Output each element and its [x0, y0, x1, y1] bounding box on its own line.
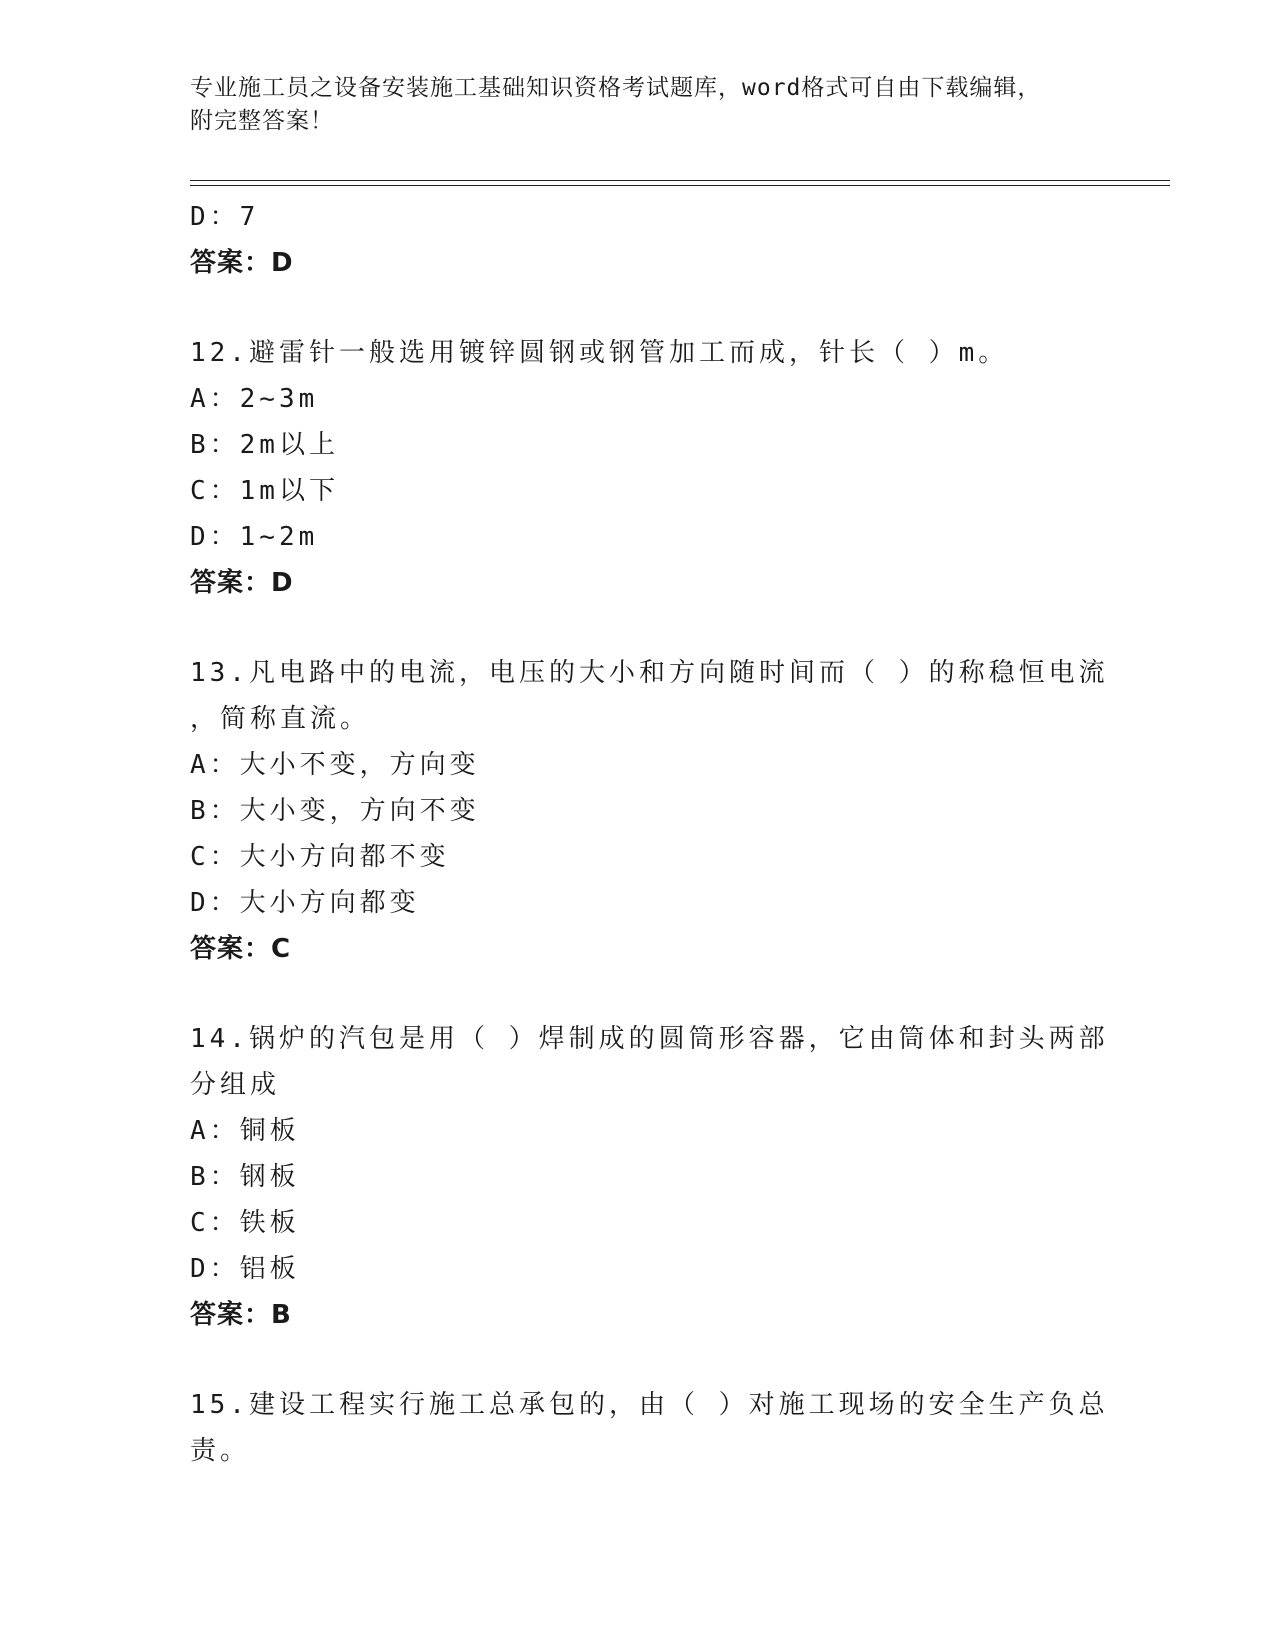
- header-divider-bottom: [190, 185, 1170, 186]
- option-c: C：大小方向都不变: [190, 842, 450, 872]
- option-a: A：大小不变，方向变: [190, 750, 480, 780]
- option-c: C：铁板: [190, 1208, 300, 1238]
- question-12: [190, 330, 1070, 606]
- question-stem-continued: 责。: [190, 1436, 251, 1466]
- option-b: B：大小变，方向不变: [190, 796, 480, 826]
- option-a: A：铜板: [190, 1116, 300, 1146]
- header-line-2: 附完整答案！: [190, 108, 334, 134]
- question-15: [190, 1382, 1109, 1474]
- document-header: [190, 72, 1090, 138]
- header-divider-top: [190, 180, 1170, 181]
- spacer: [190, 286, 1070, 330]
- question-stem-continued: 分组成: [190, 1070, 281, 1100]
- option-d: D：1~2m: [190, 522, 319, 552]
- option-c: C：1m以下: [190, 476, 339, 506]
- spacer: [190, 1338, 1070, 1382]
- answer: 答案：D: [190, 568, 294, 598]
- answer-prev: 答案：D: [190, 248, 294, 278]
- answer: 答案：C: [190, 934, 292, 964]
- spacer: [190, 972, 1070, 1016]
- option-a: A：2~3m: [190, 384, 319, 414]
- question-content: [190, 194, 1109, 1474]
- question-stem: 13.凡电路中的电流，电压的大小和方向随时间而（ ）的称稳恒电流: [190, 658, 1109, 688]
- option-b: B：钢板: [190, 1162, 300, 1192]
- option-d: D：铝板: [190, 1254, 300, 1284]
- question-stem: 14.锅炉的汽包是用（ ）焊制成的圆筒形容器，它由筒体和封头两部: [190, 1024, 1109, 1054]
- option-b: B：2m以上: [190, 430, 339, 460]
- header-line-1: 专业施工员之设备安装施工基础知识资格考试题库，word格式可自由下载编辑，: [190, 75, 1042, 101]
- question-stem-continued: ，简称直流。: [190, 704, 371, 734]
- question-stem: 12.避雷针一般选用镀锌圆钢或钢管加工而成，针长（ ）m。: [190, 338, 1009, 368]
- option-d-prev: D：7: [190, 202, 260, 232]
- question-13: [190, 650, 1109, 972]
- answer: 答案：B: [190, 1300, 292, 1330]
- question-14: [190, 1016, 1109, 1338]
- option-d: D：大小方向都变: [190, 888, 420, 918]
- question-stem: 15.建设工程实行施工总承包的，由（ ）对施工现场的安全生产负总: [190, 1390, 1109, 1420]
- spacer: [190, 606, 1070, 650]
